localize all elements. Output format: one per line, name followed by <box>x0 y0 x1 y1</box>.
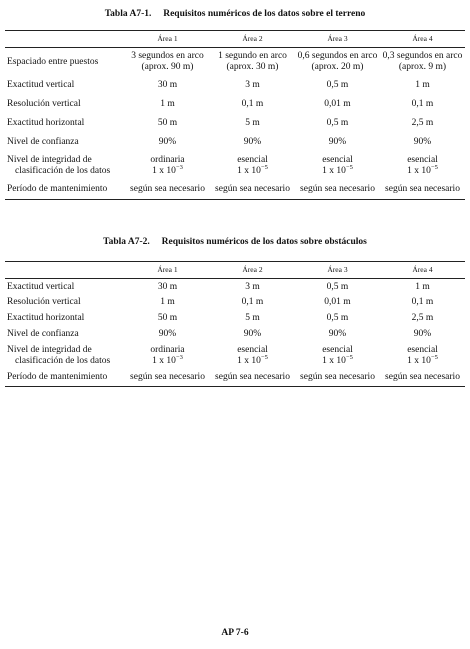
cell-value <box>125 343 210 369</box>
cell-value: 0,3 segundos en arco (aprox. 9 m) <box>382 51 463 72</box>
cell-value: 3 m <box>245 79 260 90</box>
integrity-exponent: −3 <box>175 353 183 361</box>
integrity-exponent: −5 <box>430 163 438 171</box>
cell-value: 1 m <box>160 297 175 308</box>
cell-value: 90% <box>328 136 347 147</box>
cell-value: 90% <box>413 136 432 147</box>
integrity-value <box>295 353 380 367</box>
cell-value: según sea necesario <box>300 184 375 194</box>
row-label <box>5 343 125 369</box>
integrity-base: 1 x 10 <box>237 165 261 176</box>
integrity-class: esencial <box>407 155 438 165</box>
row-label-text: Nivel de integridad de clasificación de los datos <box>7 345 111 366</box>
integrity-value <box>125 353 210 367</box>
integrity-value <box>380 163 465 177</box>
row-label: Período de mantenimiento <box>7 372 108 382</box>
cell-value <box>295 152 380 180</box>
integrity-exponent: −5 <box>430 353 438 361</box>
cell-value: 0,5 m <box>326 79 349 90</box>
table-row <box>5 180 465 200</box>
cell-value: 50 m <box>157 313 178 324</box>
cell-value: 90% <box>243 136 262 147</box>
row-label-text: Nivel de integridad de clasificación de los datos <box>7 155 111 176</box>
cell-value: 2,5 m <box>411 117 434 128</box>
integrity-exponent: −5 <box>260 163 268 171</box>
row-label: Exactitud horizontal <box>7 117 85 128</box>
table-1-title: Tabla A7-1. Requisitos numéricos de los datos sobre el terreno <box>104 9 366 19</box>
cell-value <box>380 343 465 369</box>
cell-value <box>380 152 465 180</box>
cell-value: según sea necesario <box>215 184 290 194</box>
cell-value: 90% <box>413 329 432 340</box>
cell-value: 0,01 m <box>324 98 351 109</box>
column-header-area-2: Área 2 <box>242 33 263 43</box>
row-label: Nivel de confianza <box>7 329 79 340</box>
cell-value: 90% <box>158 329 177 340</box>
integrity-class: esencial <box>322 155 353 165</box>
table-row <box>5 311 465 327</box>
row-label: Exactitud vertical <box>7 281 75 292</box>
row-label: Nivel de confianza <box>7 136 79 147</box>
cell-value: 0,1 m <box>411 297 434 308</box>
integrity-base: 1 x 10 <box>322 165 346 176</box>
integrity-class: ordinaria <box>150 155 185 165</box>
row-label: Período de mantenimiento <box>7 184 108 194</box>
row-label: Espaciado entre puestos <box>7 56 99 67</box>
row-label: Exactitud horizontal <box>7 313 85 324</box>
cell-value: 90% <box>243 329 262 340</box>
integrity-exponent: −5 <box>345 163 353 171</box>
integrity-class: ordinaria <box>150 345 185 355</box>
cell-value: 0,5 m <box>326 281 349 292</box>
table-1-terrain-requirements <box>5 30 465 200</box>
cell-value: según sea necesario <box>300 372 375 382</box>
cell-value: 0,5 m <box>326 313 349 324</box>
column-header-area-1: Área 1 <box>157 264 178 274</box>
table-row <box>5 133 465 152</box>
table-header-row <box>5 262 465 279</box>
table-row <box>5 343 465 369</box>
table-row <box>5 114 465 133</box>
table-row <box>5 152 465 180</box>
integrity-base: 1 x 10 <box>152 355 176 366</box>
cell-value: 1 m <box>160 98 175 109</box>
cell-value: 1 m <box>415 79 430 90</box>
cell-value <box>295 343 380 369</box>
cell-value: 5 m <box>245 313 260 324</box>
row-label <box>5 152 125 180</box>
cell-value: 1 segundo en arco (aprox. 30 m) <box>218 51 287 72</box>
cell-value: 3 segundos en arco (aprox. 90 m) <box>131 51 204 72</box>
column-header-area-1: Área 1 <box>157 33 178 43</box>
column-header-area-4: Área 4 <box>412 264 433 274</box>
integrity-value <box>380 353 465 367</box>
table-2-obstacle-requirements <box>5 261 465 387</box>
integrity-exponent: −5 <box>260 353 268 361</box>
cell-value <box>210 152 295 180</box>
cell-value: 90% <box>158 136 177 147</box>
cell-value: 30 m <box>157 79 178 90</box>
cell-value: 2,5 m <box>411 313 434 324</box>
integrity-class: esencial <box>237 155 268 165</box>
column-header-area-2: Área 2 <box>242 264 263 274</box>
table-row <box>5 295 465 311</box>
cell-value: según sea necesario <box>215 372 290 382</box>
integrity-value <box>295 163 380 177</box>
table-row <box>5 95 465 114</box>
cell-value: 0,5 m <box>326 117 349 128</box>
cell-value: 0,6 segundos en arco (aprox. 20 m) <box>297 51 378 72</box>
table-row <box>5 369 465 387</box>
cell-value: 1 m <box>415 281 430 292</box>
integrity-value <box>125 163 210 177</box>
column-header-area-4: Área 4 <box>412 33 433 43</box>
integrity-base: 1 x 10 <box>322 355 346 366</box>
cell-value: según sea necesario <box>385 184 460 194</box>
cell-value: según sea necesario <box>385 372 460 382</box>
row-label: Resolución vertical <box>7 98 81 109</box>
integrity-base: 1 x 10 <box>237 355 261 366</box>
integrity-class: esencial <box>322 345 353 355</box>
column-header <box>5 262 125 279</box>
table-row <box>5 279 465 295</box>
row-label: Resolución vertical <box>7 297 81 308</box>
integrity-base: 1 x 10 <box>152 165 176 176</box>
cell-value: 90% <box>328 329 347 340</box>
cell-value: 0,1 m <box>411 98 434 109</box>
cell-value <box>210 343 295 369</box>
column-header <box>5 31 125 48</box>
integrity-base: 1 x 10 <box>407 165 431 176</box>
integrity-value <box>210 353 295 367</box>
table-row <box>5 327 465 343</box>
cell-value: 30 m <box>157 281 178 292</box>
integrity-exponent: −3 <box>175 163 183 171</box>
integrity-class: esencial <box>237 345 268 355</box>
cell-value <box>125 152 210 180</box>
integrity-exponent: −5 <box>345 353 353 361</box>
cell-value: 0,01 m <box>324 297 351 308</box>
table-2-title: Tabla A7-2. Requisitos numéricos de los datos sobre obstáculos <box>103 237 367 247</box>
column-header-area-3: Área 3 <box>327 264 348 274</box>
integrity-class: esencial <box>407 345 438 355</box>
page-number: AP 7-6 <box>221 628 249 638</box>
cell-value: 50 m <box>157 117 178 128</box>
cell-value: 0,1 m <box>241 297 264 308</box>
cell-value: según sea necesario <box>130 372 205 382</box>
table-row <box>5 48 465 76</box>
column-header-area-3: Área 3 <box>327 33 348 43</box>
table-header-row <box>5 31 465 48</box>
cell-value: 3 m <box>245 281 260 292</box>
cell-value: 5 m <box>245 117 260 128</box>
cell-value: según sea necesario <box>130 184 205 194</box>
row-label: Exactitud vertical <box>7 79 75 90</box>
table-row <box>5 76 465 95</box>
integrity-base: 1 x 10 <box>407 355 431 366</box>
integrity-value <box>210 163 295 177</box>
cell-value: 0,1 m <box>241 98 264 109</box>
